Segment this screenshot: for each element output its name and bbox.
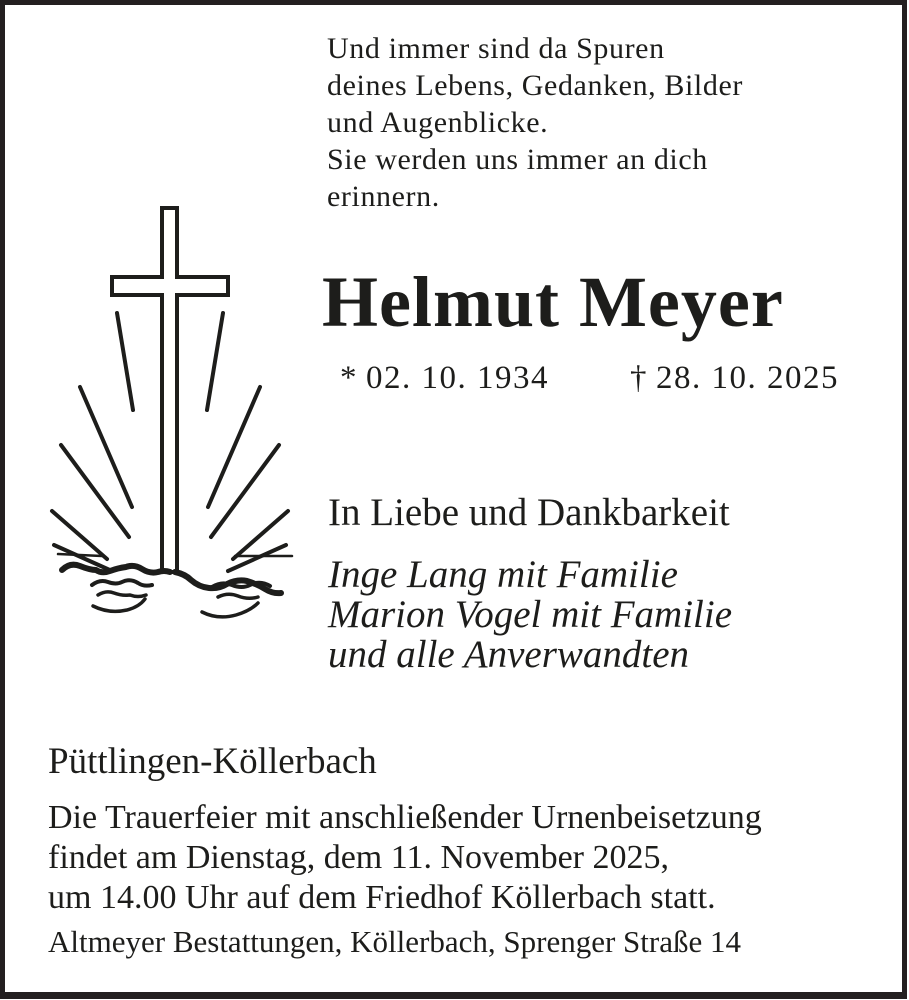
verse-line: Sie werden uns immer an dich xyxy=(327,143,708,176)
memorial-verse xyxy=(327,30,743,215)
cross-rays-illustration xyxy=(40,195,300,640)
verse-line: und Augenblicke. xyxy=(327,106,549,139)
dagger-symbol: † xyxy=(630,360,648,396)
verse-line: erinnern. xyxy=(327,180,440,213)
verse-line: deines Lebens, Gedanken, Bilder xyxy=(327,69,743,102)
mourners-list xyxy=(328,555,732,675)
birth-date xyxy=(340,362,549,395)
verse-line: Und immer sind da Spuren xyxy=(327,32,665,65)
funeral-details-line: findet am Dienstag, dem 11. November 2025, xyxy=(48,839,669,876)
mourner-line: Marion Vogel mit Familie xyxy=(328,593,733,636)
death-date-value: 28. 10. 2025 xyxy=(656,360,839,396)
birth-date-value: 02. 10. 1934 xyxy=(366,360,549,396)
deceased-name: Helmut Meyer xyxy=(322,262,784,342)
mourner-line: und alle Anverwandten xyxy=(328,633,690,676)
water-waves xyxy=(62,565,281,617)
funeral-details-line: um 14.00 Uhr auf dem Friedhof Köllerbach statt. xyxy=(48,879,716,916)
funeral-details-line: Die Trauerfeier mit anschließender Urnenbeisetzung xyxy=(48,799,762,836)
funeral-home-line: Altmeyer Bestattungen, Köllerbach, Sprenger Straße 14 xyxy=(48,924,741,959)
funeral-details xyxy=(48,798,762,918)
location-heading: Püttlingen-Köllerbach xyxy=(48,741,377,782)
tribute-heading: In Liebe und Dankbarkeit xyxy=(328,491,730,534)
mourner-line: Inge Lang mit Familie xyxy=(328,553,678,596)
death-date xyxy=(630,362,839,395)
birth-star-symbol: * xyxy=(340,360,358,396)
